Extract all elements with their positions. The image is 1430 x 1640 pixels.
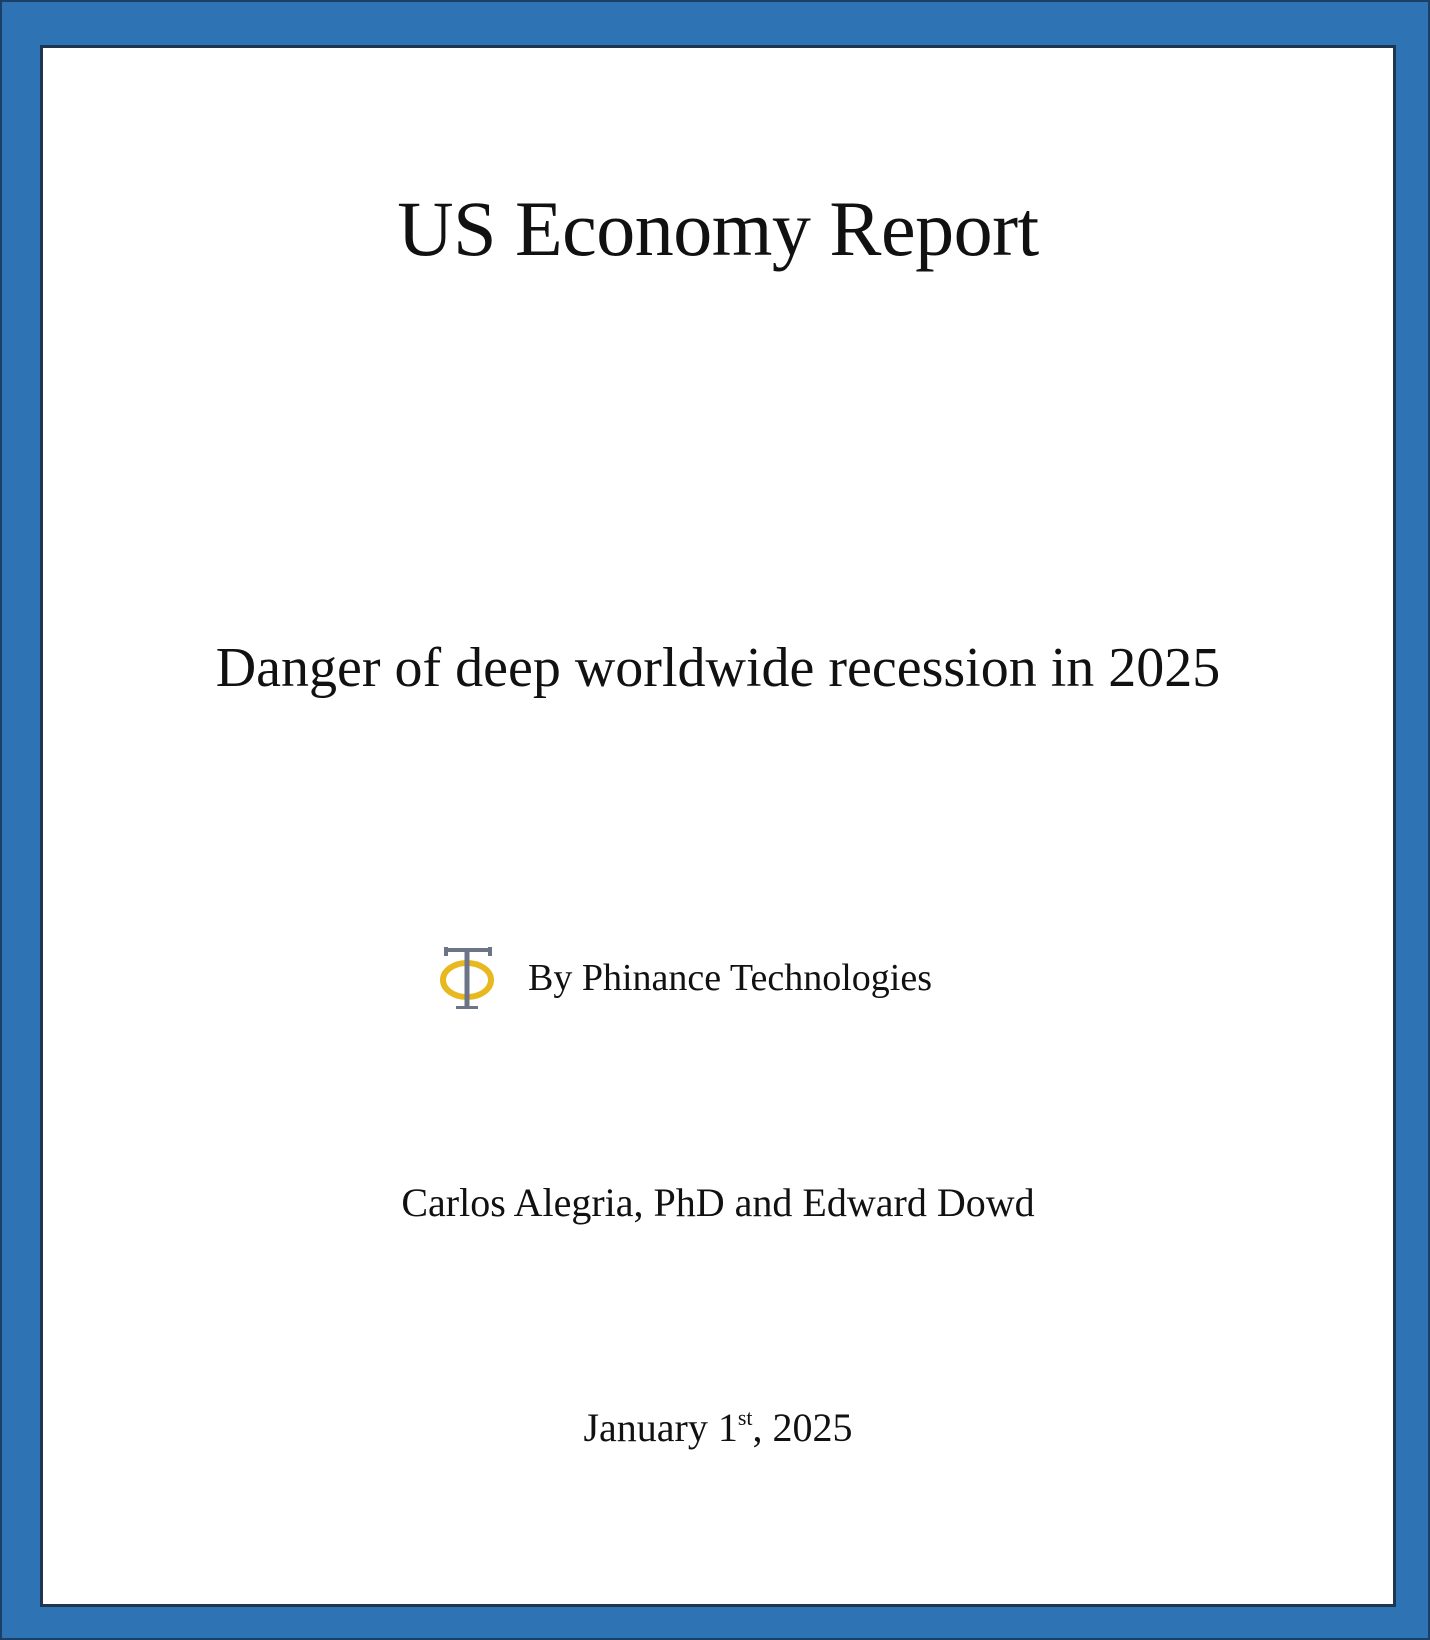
phinance-logo-icon: [436, 943, 502, 1013]
date-ordinal-suffix: st: [737, 1405, 753, 1430]
date-year: , 2025: [752, 1405, 853, 1450]
report-title: US Economy Report: [397, 185, 1039, 272]
date-month-day: January 1: [583, 1405, 738, 1450]
authors: Carlos Alegria, PhD and Edward Dowd: [401, 1180, 1035, 1225]
cover-page: [40, 45, 1396, 1607]
byline-text: By Phinance Technologies: [527, 957, 932, 999]
report-subtitle: Danger of deep worldwide recession in 2025: [215, 637, 1221, 699]
byline: [43, 943, 1393, 1013]
report-date: [43, 1405, 1393, 1450]
